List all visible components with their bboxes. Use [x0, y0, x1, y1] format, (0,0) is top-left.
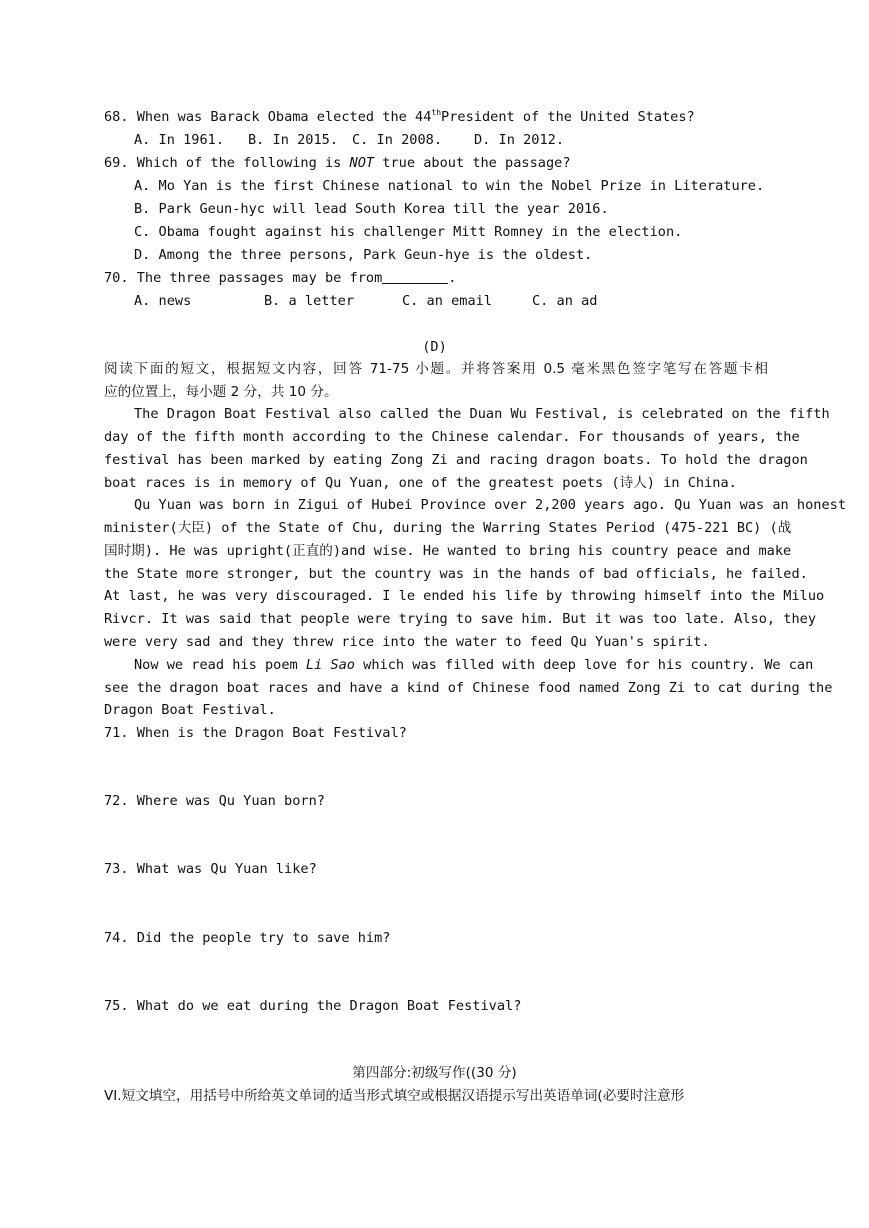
question-75: 75. What do we eat during the Dragon Boat Festival? — [104, 998, 522, 1014]
passage-line: Qu Yuan was born in Zigui of Hubei Province over 2,200 years ago. Qu Yuan was an honest — [134, 497, 847, 513]
question-72: 72. Where was Qu Yuan born? — [104, 793, 325, 809]
option: D. Among the three persons, Park Geun-hye is the oldest. — [134, 247, 593, 263]
passage-line: boat races is in memory of Qu Yuan, one of the greatest poets (诗人) in China. — [104, 475, 737, 491]
passage-line: were very sad and they threw rice into the water to feed Qu Yuan's spirit. — [104, 634, 710, 650]
question-69: 69. Which of the following is NOT true about the passage? — [104, 155, 571, 171]
option: B. a letter — [264, 293, 355, 309]
part-instruction: VI.短文填空，用括号中所给英文单词的适当形式填空或根据汉语提示写出英语单词(必要时注意形 — [104, 1088, 685, 1104]
section-title: (D) — [422, 339, 447, 355]
option: A. news — [134, 293, 192, 309]
question-68: 68. When was Barack Obama elected the 44thPresident of the United States? — [104, 108, 695, 125]
passage-line: minister(大臣) of the State of Chu, during the Warring States Period (475-221 BC) (战 — [104, 520, 792, 536]
passage-line: see the dragon boat races and have a kind of Chinese food named Zong Zi to cat during the — [104, 680, 833, 696]
passage-line: the State more stronger, but the country was in the hands of bad officials, he failed. — [104, 566, 808, 582]
answer-blank — [382, 269, 448, 284]
option: C. an email — [402, 293, 493, 309]
part-title: 第四部分:初级写作((30 分) — [352, 1065, 517, 1081]
passage-line: Rivcr. It was said that people were trying to save him. But it was too late. Also, they — [104, 611, 817, 627]
option: C. In 2008. — [352, 132, 443, 148]
question-70-options — [134, 290, 798, 313]
question-74: 74. Did the people try to save him? — [104, 930, 391, 946]
question-70: 70. The three passages may be from . — [104, 270, 457, 286]
option: C. an ad — [532, 293, 598, 309]
question-73: 73. What was Qu Yuan like? — [104, 861, 317, 877]
passage-line: festival has been marked by eating Zong Zi and racing dragon boats. To hold the dragon — [104, 452, 808, 468]
option: D. In 2012. — [474, 132, 565, 148]
option: A. In 1961. — [134, 132, 225, 148]
option: B. In 2015. — [248, 132, 339, 148]
question-68-options — [134, 129, 798, 152]
passage-line: day of the fifth month according to the Chinese calendar. For thousands of years, the — [104, 429, 800, 445]
passage-line: 国时期). He was upright(正直的)and wise. He wanted to bring his country peace and make — [104, 543, 792, 559]
section-instruction: 应的位置上，每小题 2 分，共 10 分。 — [104, 384, 338, 400]
passage-line: At last, he was very discouraged. I le ended his life by throwing himself into the Miluo — [104, 588, 825, 604]
passage-line: Dragon Boat Festival. — [104, 702, 276, 718]
passage-line: Now we read his poem Li Sao which was filled with deep love for his country. We can — [134, 657, 814, 673]
passage-line: The Dragon Boat Festival also called the Duan Wu Festival, is celebrated on the fifth — [134, 406, 830, 422]
option: A. Mo Yan is the first Chinese national to win the Nobel Prize in Literature. — [134, 178, 765, 194]
question-71: 71. When is the Dragon Boat Festival? — [104, 725, 407, 741]
option: B. Park Geun-hyc will lead South Korea till the year 2016. — [134, 201, 609, 217]
section-instruction: 阅读下面的短文，根据短文内容，回答 71-75 小题。并将答案用 0.5 毫米黑色签字笔写在答题卡相 — [104, 361, 768, 377]
option: C. Obama fought against his challenger Mitt Romney in the election. — [134, 224, 683, 240]
